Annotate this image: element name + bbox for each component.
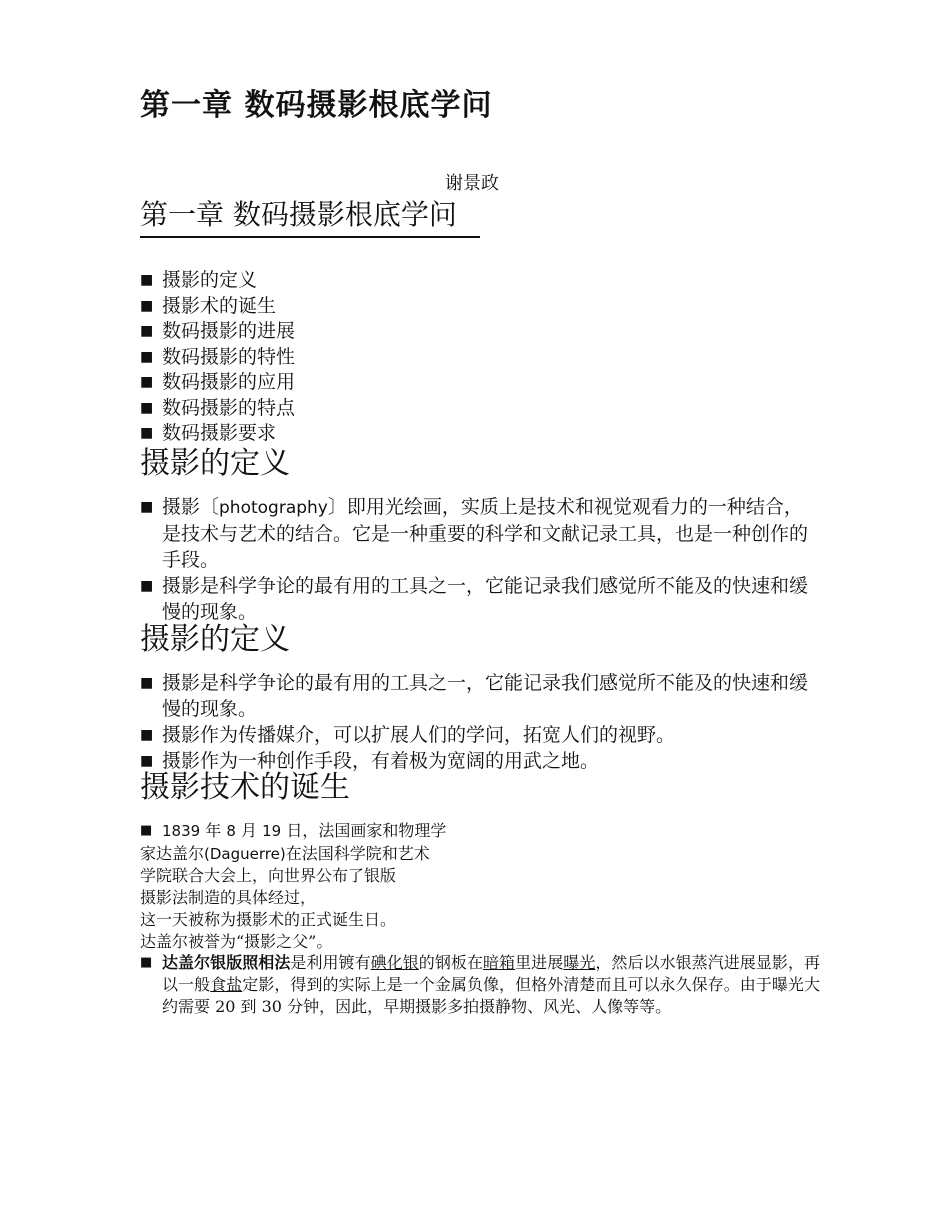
text-line: 学院联合大会上，向世界公布了银版	[140, 866, 397, 886]
list-item: ■ 摄影作为传播媒介，可以扩展人们的学问，拓宽人们的视野。	[140, 724, 676, 746]
list-item: ■ 摄影〔photography〕即用光绘画，实质上是技术和视觉观看力的一种结合，是技术与艺术的结合。它是一种重要的科学和文献记录工具，也是一种创作的手段。	[140, 496, 809, 571]
bullet-icon: ■	[140, 675, 154, 691]
list-item: ■ 摄影是科学争论的最有用的工具之一，它能记录我们感觉所不能及的快速和缓慢的现象。	[140, 672, 809, 720]
section-heading: 摄影技术的诞生	[140, 770, 350, 805]
section-heading: 摄影的定义	[140, 446, 290, 481]
bullet-icon: ■	[140, 823, 153, 838]
bullet-icon: ■	[140, 323, 154, 339]
outline-item: ■ 数码摄影的特性	[140, 345, 296, 368]
slide-title: 第一章 数码摄影根底学问	[140, 196, 480, 238]
bullet-icon: ■	[140, 297, 154, 314]
outline-list	[140, 268, 295, 447]
section-heading: 摄影的定义	[140, 622, 290, 657]
bullet-icon: ■	[140, 955, 153, 971]
bullet-icon: ■	[140, 348, 154, 365]
text-line: 摄影法制造的具体经过，	[140, 888, 317, 908]
section-bullet-list	[140, 670, 820, 774]
outline-item: ■ 数码摄影的进展	[140, 320, 296, 342]
outline-item: ■ 数码摄影的特点	[140, 396, 296, 419]
bullet-icon: ■	[140, 499, 154, 515]
bullet-icon: ■	[140, 727, 154, 743]
text-line: 达盖尔被誉为“摄影之父”。	[140, 931, 333, 951]
list-item: ■ 摄影是科学争论的最有用的工具之一，它能记录我们感觉所不能及的快速和缓慢的现象。	[140, 575, 809, 623]
outline-item: ■ 摄影的定义	[140, 269, 258, 291]
document-title: 第一章 数码摄影根底学问	[140, 88, 493, 123]
text-line: ■ 1839 年 8 月 19 日，法国画家和物理学	[140, 821, 447, 840]
outline-item: ■ 数码摄影要求	[140, 422, 277, 444]
list-item: ■ 摄影作为一种创作手段，有着极为宽阔的用武之地。	[140, 750, 600, 772]
section-bullet-list	[140, 494, 820, 625]
outline-item: ■ 数码摄影的应用	[140, 371, 296, 393]
birth-section-body	[140, 820, 820, 1018]
bullet-icon: ■	[140, 425, 154, 441]
bullet-icon: ■	[140, 374, 154, 390]
text-line: 这一天被称为摄影术的正式诞生日。	[140, 909, 397, 929]
bullet-icon: ■	[140, 399, 154, 416]
author-name: 谢景政	[445, 173, 499, 194]
bullet-icon: ■	[140, 753, 154, 769]
bullet-icon: ■	[140, 272, 154, 288]
daguerreotype-paragraph: ■ 达盖尔银版照相法是利用镀有碘化银的钢板在暗箱里进展曝光，然后以水银蒸汽进展显影，再以一般食盐定影，得到的实际上是一个金属负像，但格外清楚而且可以永久保存。由于曝光大约需要 20 到 30 分钟，因此，早期摄影多拍摄静物、风光、人像等等。	[140, 953, 820, 1017]
bullet-icon: ■	[140, 578, 154, 594]
text-line: 家达盖尔(Daguerre)在法国科学院和艺术	[140, 843, 430, 863]
outline-item: ■ 摄影术的诞生	[140, 294, 277, 317]
